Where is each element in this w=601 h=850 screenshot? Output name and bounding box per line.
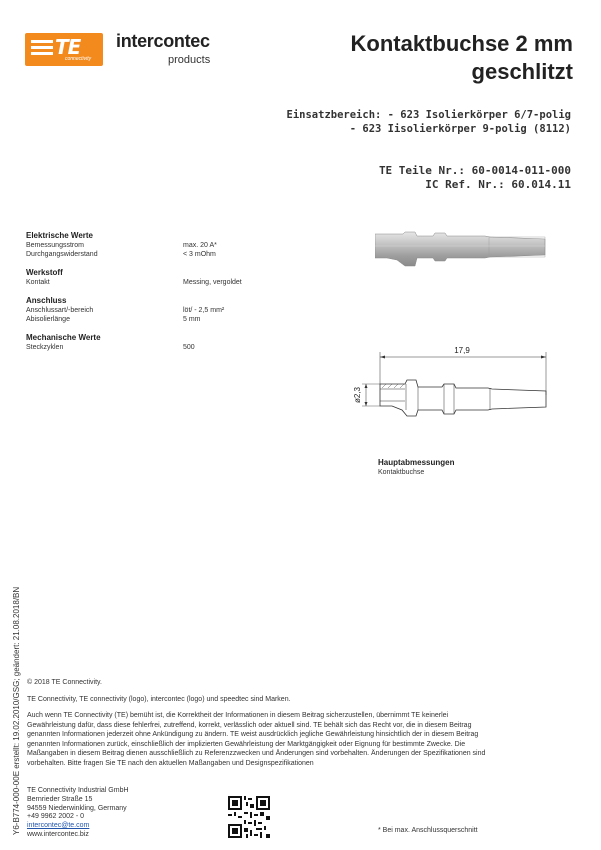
section-heading-werkstoff: Werkstoff [26,268,63,277]
disclaimer: Auch wenn TE Connectivity (TE) bemüht ist, die Korrektheit der Informationen in diesem Beitrag sicherzustellen, übernimmt TE keinerlei Gewährleistung dafür, dass diese fehlerfrei, zutreffend, korrekt, verlässlich oder aktuell sind. TE behält sich das Recht vor, die in diesem Beitrag genannten Informationen jederzeit ohne Ankündigung zu ändern. TE weist ausdrücklich jegliche Gewährleistung hinsichtlich der in diesem Beitrag genannten Informationen zurück, einschließlich der implizierten Gewährleistung der Marktgängigkeit oder Eignung für bestimmte Zwecke. Die Maßangaben in diesem Beitrag dienen ausschließlich zu Referenzzwecken und Änderungen sind vorbehalten. Änderungen der Spezifikationen sind vorbehalten. Bitte fragen Sie TE nach den aktuellen Maßangaben und Designspezifikationen [27,712,486,767]
qr-code-icon [228,796,270,838]
spec-row: Durchgangswiderstand < 3 mOhm [26,251,216,258]
specifications [26,231,276,352]
email-link[interactable]: intercontec@te.com [27,822,90,830]
contact-socket-image [375,222,550,274]
drawing-caption-heading: Hauptabmessungen [378,458,455,467]
diameter-label: ø2,3 [353,386,362,403]
length-label: 17,9 [454,346,470,355]
drawing-caption-sub: Kontaktbuchse [378,469,425,476]
spec-row: Abisolierlänge 5 mm [26,316,201,323]
spec-row: Kontakt Messing, vergoldet [26,279,242,286]
section-heading-elektrisch: Elektrische Werte [26,231,93,240]
footnote: * Bei max. Anschlussquerschnitt [378,827,478,834]
section-heading-anschluss: Anschluss [26,296,67,305]
document-revision-text: Y6-B774-000-00E erstellt: 19.02.2010/GSG; geändert: 21.08.2018/BN [12,586,21,835]
part-numbers: TE Teile Nr.: 60-0014-011-000 IC Ref. Nr.: 60.014.11 [378,164,571,191]
trademarks: TE Connectivity, TE connectivity (logo), intercontec (logo) und speedtec sind Marken. [27,695,291,703]
dimension-drawing [350,340,550,430]
website-link[interactable]: www.intercontec.biz [27,830,89,838]
spec-row: Bemessungsstrom max. 20 A* [26,242,217,249]
einsatzbereich: Einsatzbereich: - 623 Isolierkörper 6/7-polig - 623 Iisolierkörper 9-polig (8112) [286,109,571,135]
copyright: © 2018 TE Connectivity. [27,679,102,686]
intercontec-logo: intercontec [116,31,210,51]
section-heading-mechanisch: Mechanische Werte [26,333,101,342]
page-title: Kontaktbuchse 2 mm geschlitzt [350,31,573,84]
te-connectivity-logo: TE connectivity [25,33,103,66]
spec-row: Steckzyklen 500 [26,344,195,351]
spec-row: Anschlussart/-bereich löt/ - 2,5 mm² [26,307,225,314]
intercontec-products-label: products [168,54,211,66]
company-address: TE Connectivity Industrial GmbH Bernrieder Straße 15 94559 Niederwinkling, Germany +49 9962 2002 - 0 intercontec@te.com www.intercontec.biz [27,787,129,838]
te-logo-stripes-icon [31,40,53,58]
legal-footer [27,678,497,775]
